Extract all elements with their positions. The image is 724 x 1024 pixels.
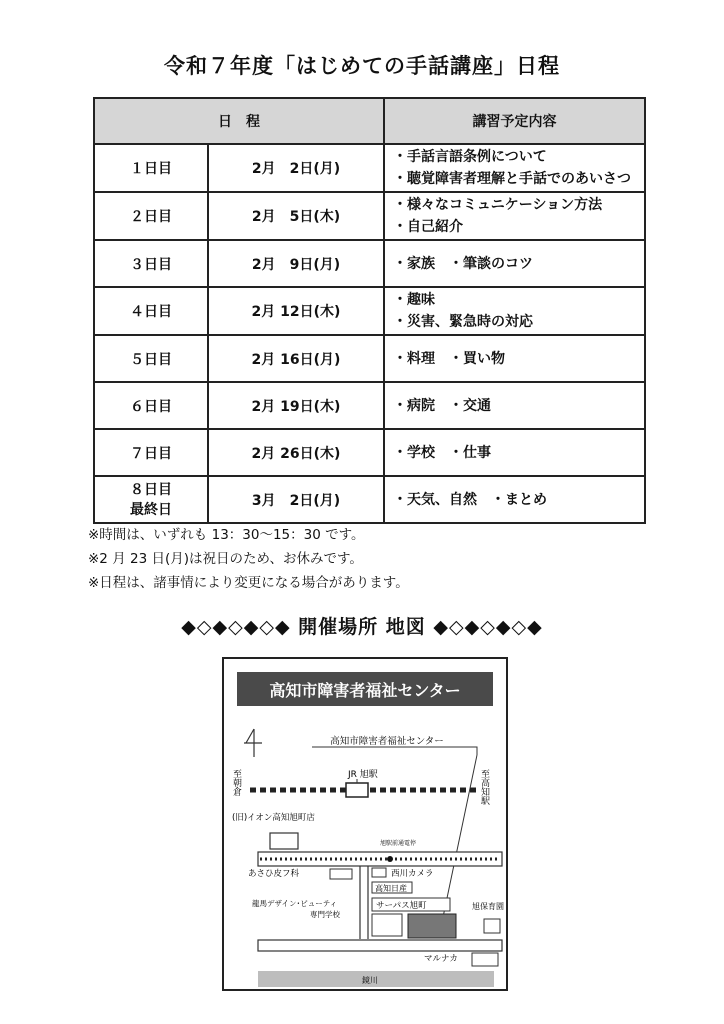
- kochi-nissan-label: 高知日産: [375, 884, 407, 893]
- date-cell: 2月 2日(月): [208, 144, 384, 192]
- table-row: [94, 335, 645, 382]
- table-row: [94, 382, 645, 429]
- day-cell: ４日目: [94, 287, 208, 335]
- table-row: [94, 429, 645, 476]
- nursery-label: 旭保育園: [472, 902, 504, 911]
- date-cell: 2月 12日(木): [208, 287, 384, 335]
- note-change: ※日程は、諸事情により変更になる場合があります。: [88, 575, 409, 591]
- header-schedule: 日 程: [94, 98, 384, 144]
- date-cell: 2月 19日(木): [208, 382, 384, 429]
- location-map: [222, 657, 508, 991]
- content-cell: ・病院 ・交通: [384, 382, 645, 429]
- jr-station-label: JR 旭駅: [348, 770, 378, 780]
- nishikawa-building: [372, 868, 386, 877]
- table-row: [94, 287, 645, 335]
- map-heading: ◆◇◆◇◆◇◆ 開催場所 地図 ◆◇◆◇◆◇◆: [181, 616, 543, 638]
- marunaka-building: [472, 953, 498, 966]
- date-cell: 2月 5日(木): [208, 192, 384, 240]
- content-cell: ・家族 ・筆談のコツ: [384, 240, 645, 287]
- welfare-center-building: [408, 914, 456, 938]
- content-cell: ・様々なコミュニケーション方法 ・自己紹介: [384, 192, 645, 240]
- super-bus-label: サーパス旭町: [376, 901, 427, 911]
- ryoma-school-label-2: 専門学校: [310, 910, 340, 919]
- day-cell: ３日目: [94, 240, 208, 287]
- asahi-derm-building: [330, 869, 352, 879]
- date-cell: 2月 26日(木): [208, 429, 384, 476]
- content-cell: ・手話言語条例について ・聴覚障害者理解と手話でのあいさつ: [384, 144, 645, 192]
- note-holiday: ※2 月 23 日(月)は祝日のため、お休みです。: [88, 551, 363, 567]
- content-cell: ・学校 ・仕事: [384, 429, 645, 476]
- to-kochi-label: 至高知駅: [479, 769, 489, 805]
- ryoma-school-label-1: 龍馬デザイン･ビューティ: [252, 899, 338, 908]
- schedule-table: [93, 97, 646, 524]
- date-cell: 2月 16日(月): [208, 335, 384, 382]
- content-cell: ・趣味 ・災害、緊急時の対応: [384, 287, 645, 335]
- date-cell: 3月 2日(月): [208, 476, 384, 523]
- day-cell: ５日目: [94, 335, 208, 382]
- table-row: [94, 476, 645, 523]
- aeon-label: (旧)イオン高知旭町店: [232, 813, 315, 823]
- ryoma-school-building: [372, 914, 402, 936]
- center-label: 高知市障害者福祉センター: [330, 736, 444, 747]
- table-header-row: [94, 98, 645, 144]
- nursery-building: [484, 919, 500, 933]
- table-row: [94, 240, 645, 287]
- day-cell: ７日目: [94, 429, 208, 476]
- day-cell: ８日目 最終日: [94, 476, 208, 523]
- page-title: 令和７年度「はじめての手話講座」日程: [164, 54, 560, 78]
- to-asakura-label: 至朝倉: [231, 769, 241, 796]
- header-content: 講習予定内容: [384, 98, 645, 144]
- jr-station-box: [346, 783, 368, 797]
- tram-stop-icon: [387, 856, 393, 862]
- content-cell: ・天気、自然 ・まとめ: [384, 476, 645, 523]
- river-label: 鏡川: [362, 976, 378, 985]
- map-banner-text: 高知市障害者福祉センター: [269, 681, 461, 700]
- lower-road: [258, 940, 502, 951]
- marunaka-label: マルナカ: [424, 954, 458, 964]
- asahi-derm-label: あさひ皮フ科: [248, 869, 300, 879]
- aeon-building: [270, 833, 298, 849]
- day-cell: ６日目: [94, 382, 208, 429]
- day-cell: ２日目: [94, 192, 208, 240]
- table-row: [94, 144, 645, 192]
- notes: [88, 523, 409, 595]
- day-cell: １日目: [94, 144, 208, 192]
- table-row: [94, 192, 645, 240]
- content-cell: ・料理 ・買い物: [384, 335, 645, 382]
- tram-stop-label: 旭駅前通電停: [380, 840, 417, 847]
- nishikawa-label: 西川カメラ: [391, 869, 434, 879]
- date-cell: 2月 9日(月): [208, 240, 384, 287]
- note-time: ※時間は、いずれも 13：30～15：30 です。: [88, 527, 365, 543]
